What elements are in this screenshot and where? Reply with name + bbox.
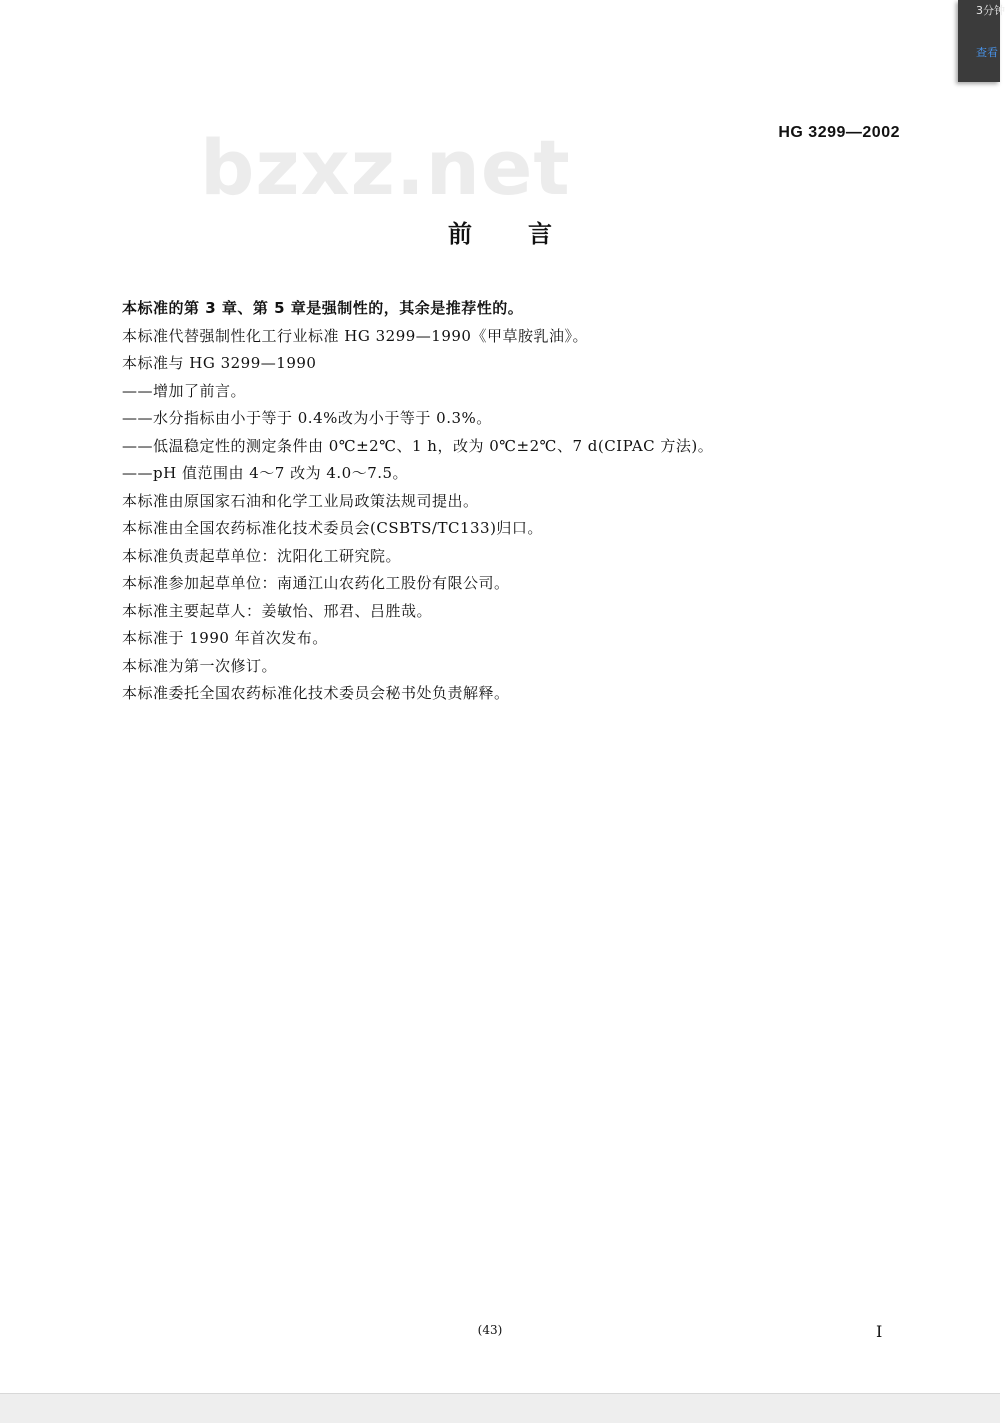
floating-panel <box>958 0 1005 82</box>
document-body <box>122 295 882 708</box>
body-line: ——pH 值范围由 4～7 改为 4.0～7.5。 <box>122 464 409 482</box>
body-line: ——低温稳定性的测定条件由 0℃±2℃、1 h，改为 0℃±2℃、7 d(CIPAC 方法)。 <box>122 436 714 455</box>
body-line: ——增加了前言。 <box>122 381 247 400</box>
body-line: 本标准于 1990 年首次发布。 <box>122 629 328 647</box>
body-line: 本标准主要起草人：姜敏怡、邢君、吕胜哉。 <box>122 601 433 620</box>
body-line: 本标准参加起草单位：南通江山农药化工股份有限公司。 <box>122 574 510 592</box>
body-line: 本标准与 HG 3299—1990 <box>122 354 317 372</box>
footer-page-number: (43) <box>477 1323 503 1337</box>
timer-label: 3分钟 <box>976 4 1005 17</box>
body-line: 本标准代替强制性化工行业标准 HG 3299—1990《甲草胺乳油》。 <box>122 326 588 345</box>
body-line: 本标准由全国农药标准化技术委员会(CSBTS/TC133)归口。 <box>122 519 543 537</box>
body-line: 本标准的第 3 章、第 5 章是强制性的，其余是推荐性的。 <box>122 299 524 317</box>
body-line: 本标准为第一次修订。 <box>122 656 278 675</box>
body-line: 本标准委托全国农药标准化技术委员会秘书处负责解释。 <box>122 684 510 702</box>
watermark: bzxz.net <box>200 123 571 212</box>
view-link[interactable]: 查看 <box>976 46 998 59</box>
page-bottom-edge <box>0 1393 1000 1423</box>
body-line: ——水分指标由小于等于 0.4%改为小于等于 0.3%。 <box>122 409 492 427</box>
page-title: 前言 <box>448 220 608 248</box>
roman-page-number: I <box>876 1322 883 1341</box>
standard-code: HG 3299—2002 <box>778 124 900 141</box>
body-line: 本标准由原国家石油和化学工业局政策法规司提出。 <box>122 491 479 510</box>
body-line: 本标准负责起草单位：沈阳化工研究院。 <box>122 546 402 565</box>
